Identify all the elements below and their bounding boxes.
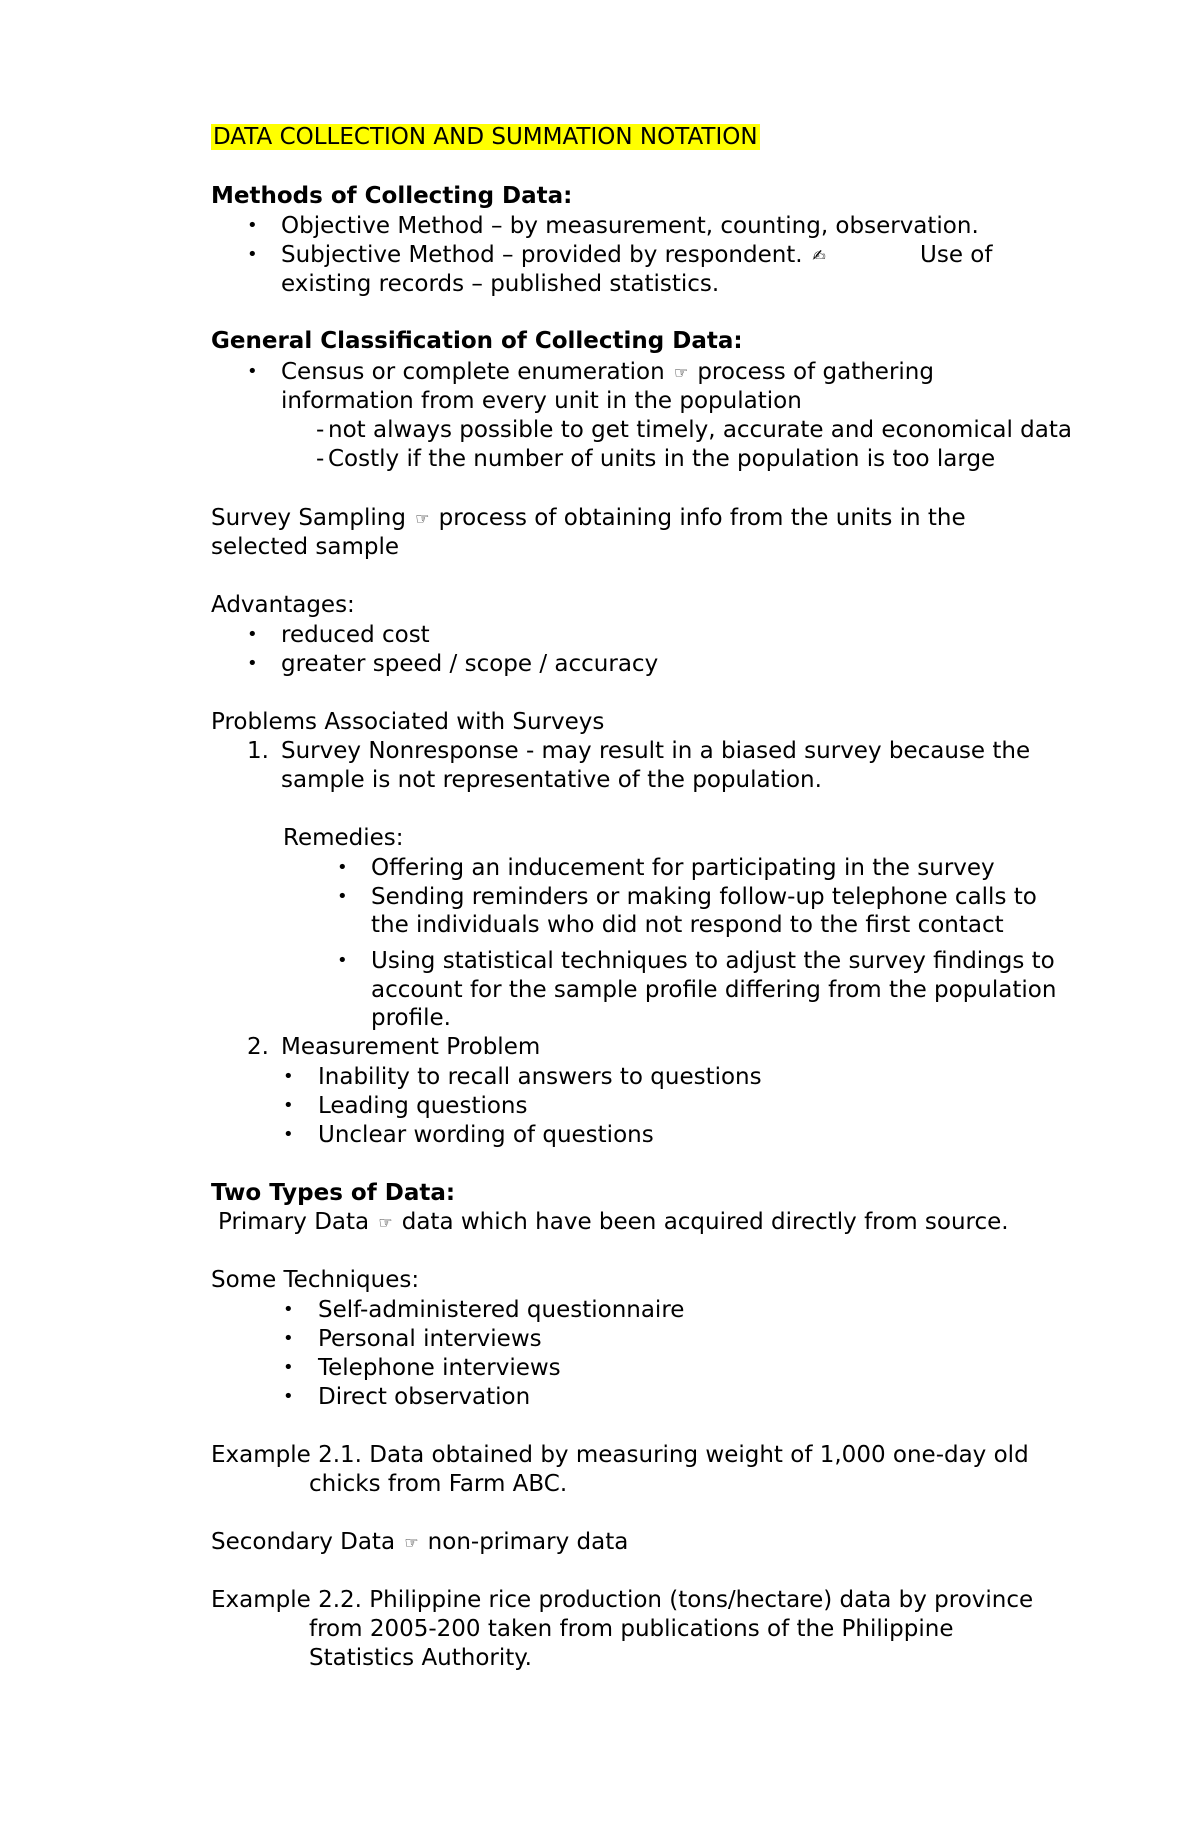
example-2-2: Example 2.2. Philippine rice production (tons/hectare) data by province: [211, 1587, 1034, 1613]
methods-item-objective: Objective Method – by measurement, counting, observation.: [281, 213, 979, 239]
survey-sampling-line: [211, 504, 966, 533]
problem-number: 2.: [247, 1034, 269, 1060]
problems-heading: Problems Associated with Surveys: [211, 709, 605, 735]
bullet-marker: •: [283, 1124, 294, 1145]
survey-sampling-label: Survey Sampling: [211, 505, 406, 531]
remedy-item: Sending reminders or making follow-up telephone calls to: [371, 884, 1037, 910]
bullet-marker: •: [247, 653, 258, 674]
bullet-marker: •: [337, 886, 348, 907]
remedy-item: Using statistical techniques to adjust the survey findings to: [371, 948, 1055, 974]
classification-heading: General Classification of Collecting Data:: [211, 328, 743, 354]
advantage-item: greater speed / scope / accuracy: [281, 651, 659, 677]
census-note-dash: -: [316, 417, 325, 443]
bullet-marker: •: [337, 950, 348, 971]
measurement-item: Unclear wording of questions: [318, 1122, 654, 1148]
example-2-2-cont: Statistics Authority.: [309, 1645, 532, 1671]
example-2-2-cont: from 2005-200 taken from publications of the Philippine: [309, 1616, 954, 1642]
methods-item-subjective-text: Subjective Method – provided by respondent.: [281, 242, 803, 268]
census-definition: process of gathering: [697, 359, 934, 385]
advantages-heading: Advantages:: [211, 592, 355, 618]
technique-item: Personal interviews: [318, 1326, 542, 1352]
bullet-marker: •: [283, 1095, 294, 1116]
measurement-item: Leading questions: [318, 1093, 528, 1119]
bullet-marker: •: [283, 1299, 294, 1320]
census-note-costly: Costly if the number of units in the population is too large: [328, 446, 996, 472]
remedy-item: Offering an inducement for participating in the survey: [371, 855, 995, 881]
bullet-marker: •: [247, 215, 258, 236]
classification-census: [281, 358, 934, 387]
survey-sampling-definition: process of obtaining info from the units in the: [438, 505, 966, 531]
pointing-hand-icon: ☞: [378, 1213, 393, 1232]
pointing-hand-icon: ☞: [415, 509, 430, 528]
example-2-1: Example 2.1. Data obtained by measuring weight of 1,000 one-day old: [211, 1442, 1029, 1468]
primary-data-line: [218, 1208, 1009, 1237]
bullet-marker: •: [283, 1066, 294, 1087]
pointing-hand-icon: ☞: [404, 1533, 419, 1552]
census-note-dash: -: [316, 446, 325, 472]
methods-item-subjective: [281, 241, 828, 270]
advantage-item: reduced cost: [281, 622, 430, 648]
technique-item: Self-administered questionnaire: [318, 1297, 685, 1323]
methods-heading: Methods of Collecting Data:: [211, 183, 573, 209]
remedy-item-cont: profile.: [371, 1005, 451, 1031]
secondary-data-line: [211, 1528, 628, 1557]
bullet-marker: •: [337, 857, 348, 878]
writing-hand-icon: ✍: [812, 246, 826, 265]
primary-data-definition: data which have been acquired directly from source.: [401, 1209, 1009, 1235]
pointing-hand-icon: ☞: [673, 363, 689, 382]
methods-item-records-start: Use of: [920, 242, 993, 268]
document-title: DATA COLLECTION AND SUMMATION NOTATION: [213, 124, 758, 150]
bullet-marker: •: [247, 244, 258, 265]
problem-nonresponse: Survey Nonresponse - may result in a biased survey because the: [281, 738, 1031, 764]
remedy-item-cont: the individuals who did not respond to the first contact: [371, 912, 1004, 938]
methods-item-records: existing records – published statistics.: [281, 271, 720, 297]
bullet-marker: •: [283, 1357, 294, 1378]
bullet-marker: •: [247, 361, 258, 382]
problem-nonresponse-cont: sample is not representative of the population.: [281, 767, 822, 793]
problem-number: 1.: [247, 738, 269, 764]
census-label: Census or complete enumeration: [281, 359, 665, 385]
primary-data-label: Primary Data: [218, 1209, 370, 1235]
document-title-line: [211, 123, 760, 151]
bullet-marker: •: [283, 1386, 294, 1407]
secondary-data-label: Secondary Data: [211, 1529, 396, 1555]
remedies-heading: Remedies:: [283, 825, 404, 851]
bullet-marker: •: [283, 1328, 294, 1349]
problem-measurement: Measurement Problem: [281, 1034, 541, 1060]
technique-item: Direct observation: [318, 1384, 531, 1410]
bullet-marker: •: [247, 624, 258, 645]
census-definition-cont: information from every unit in the population: [281, 388, 802, 414]
techniques-heading: Some Techniques:: [211, 1267, 420, 1293]
survey-sampling-definition-cont: selected sample: [211, 534, 400, 560]
technique-item: Telephone interviews: [318, 1355, 561, 1381]
census-note-timely: not always possible to get timely, accurate and economical data: [328, 417, 1072, 443]
measurement-item: Inability to recall answers to questions: [318, 1064, 762, 1090]
example-2-1-cont: chicks from Farm ABC.: [309, 1471, 568, 1497]
types-heading: Two Types of Data:: [211, 1180, 456, 1206]
remedy-item-cont: account for the sample profile differing from the population: [371, 977, 1057, 1003]
secondary-data-definition: non-primary data: [427, 1529, 629, 1555]
